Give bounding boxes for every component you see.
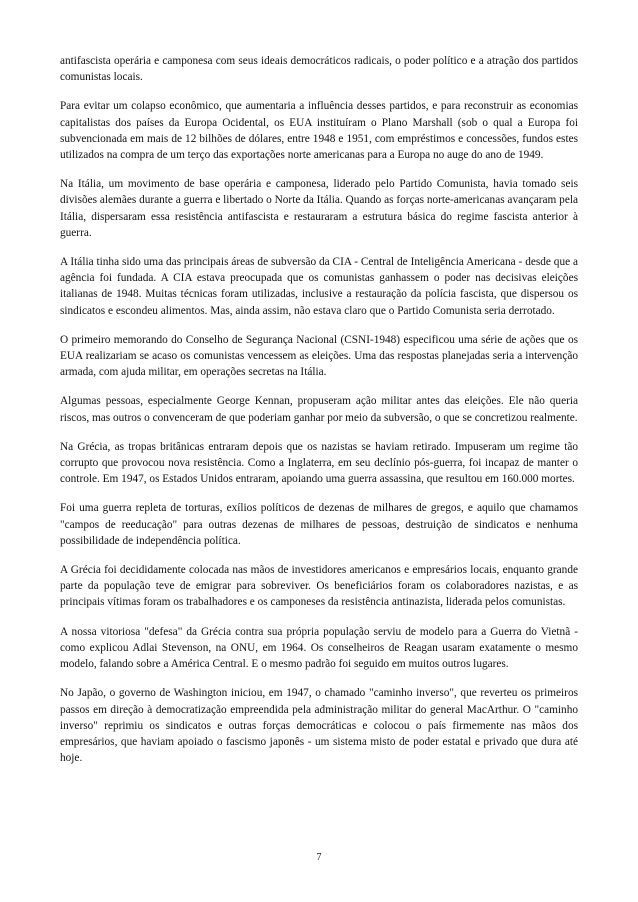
paragraph: antifascista operária e camponesa com seus ideais democráticos radicais, o poder político e a atração dos partidos comunistas locais. [60, 55, 578, 84]
paragraph: Foi uma guerra repleta de torturas, exílios políticos de dezenas de milhares de gregos, e aquilo que chamamos "campos de reeducação" para outras dezenas de milhares de pessoas, destruição de sindicatos e nenhuma possibilidade de independência política. [60, 502, 578, 547]
paragraph: A nossa vitoriosa "defesa" da Grécia contra sua própria população serviu de modelo para a Guerra do Vietnã - como explicou Adlai Stevenson, na ONU, em 1964. Os conselheiros de Reagan usaram exatamente o mesmo modelo, falando sobre a América Central. E o mesmo padrão foi seguido em muitos outros lugares. [60, 625, 578, 671]
page-number: 7 [316, 852, 322, 863]
paragraph: No Japão, o governo de Washington iniciou, em 1947, o chamado "caminho inverso", que reverteu os primeiros passos em direção à democratização empreendida pela administração militar do general MacArthur. O "caminho inverso" reprimiu os sindicatos e outras forças democráticas e colocou o país firmemente nas mãos dos empresários, que haviam apoiado o fascismo japonês - um sistema misto de poder estatal e privado que dura até hoje. [60, 687, 578, 765]
paragraph: Algumas pessoas, especialmente George Kennan, propuseram ação militar antes das eleições. Ele não queria riscos, mas outros o convenceram de que poderiam ganhar por meio da subversão, o que se concretizou realmente. [60, 395, 578, 424]
paragraph: Na Itália, um movimento de base operária e camponesa, liderado pelo Partido Comunista, havia tomado seis divisões alemães durante a guerra e libertado o Norte da Itália. Quando as forças norte-americanas avançaram pela Itália, dispersaram essa resistência antifascista e restauraram a estrutura básica do regime fascista anterior à guerra. [60, 178, 578, 239]
paragraph: A Grécia foi decididamente colocada nas mãos de investidores americanos e empresários locais, enquanto grande parte da população teve de emigrar para sobreviver. Os beneficiários foram os colaboradores nazistas, e as principais vítimas foram os trabalhadores e os camponeses da resistência antinazista, liderada pelos comunistas. [60, 564, 578, 609]
paragraph: O primeiro memorando do Conselho de Segurança Nacional (CSNI-1948) especificou uma série de ações que os EUA realizariam se acaso os comunistas vencessem as eleições. Uma das respostas planejadas seria a intervenção armada, com ajuda militar, em operações secretas na Itália. [60, 333, 578, 379]
body-text [60, 53, 578, 779]
paragraph: A Itália tinha sido uma das principais áreas de subversão da CIA - Central de Inteligência Americana - desde que a agência foi fundada. A CIA estava preocupada que os comunistas ganhassem o poder nas decisivas eleições italianas de 1948. Muitas técnicas foram utilizadas, inclusive a restauração da polícia fascista, que dispersou os sindicatos e escondeu alimentos. Mas, ainda assim, não estava claro que o Partido Comunista seria derrotado. [60, 256, 578, 317]
paragraph: Para evitar um colapso econômico, que aumentaria a influência desses partidos, e para reconstruir as economias capitalistas dos países da Europa Ocidental, os EUA instituíram o Plano Marshall (sob o qual a Europa foi subvencionada em mais de 12 bilhões de dólares, entre 1948 e 1951, com empréstimos e concessões, fundos estes utilizados na compra de um terço das exportações norte americanas para a Europa no auge do ano de 1949. [60, 100, 578, 162]
paragraph: Na Grécia, as tropas britânicas entraram depois que os nazistas se haviam retirado. Impuseram um regime tão corrupto que provocou nova resistência. Como a Inglaterra, em seu declínio pós-guerra, foi incapaz de manter o controle. Em 1947, os Estados Unidos entraram, apoiando uma guerra assassina, que resultou em 160.000 mortes. [60, 440, 578, 486]
